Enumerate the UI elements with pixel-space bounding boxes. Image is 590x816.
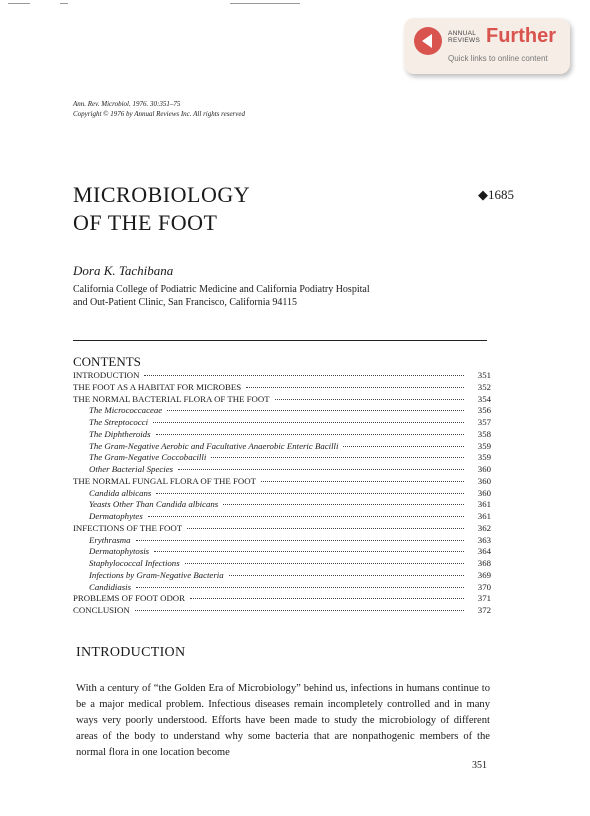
toc-entry[interactable] bbox=[73, 558, 491, 570]
toc-entry-page: 357 bbox=[477, 417, 491, 427]
introduction-heading: INTRODUCTION bbox=[76, 645, 186, 660]
toc-entry-page: 354 bbox=[477, 393, 491, 404]
toc-entry-page: 361 bbox=[477, 499, 491, 510]
toc-leader-dots bbox=[156, 434, 465, 435]
toc-entry[interactable] bbox=[73, 499, 491, 511]
toc-entry-page: 358 bbox=[477, 428, 491, 439]
toc-entry-label: THE NORMAL BACTERIAL FLORA OF THE FOOT bbox=[73, 393, 270, 404]
toc-entry[interactable] bbox=[73, 535, 491, 547]
toc-leader-dots bbox=[223, 504, 464, 505]
toc-entry[interactable] bbox=[73, 593, 491, 605]
toc-entry-label: The Micrococcaceae bbox=[89, 405, 163, 416]
toc-entry-label: PROBLEMS OF FOOT ODOR bbox=[73, 593, 186, 604]
toc-entry[interactable] bbox=[73, 523, 491, 535]
toc-entry-page: 360 bbox=[477, 475, 491, 486]
article-number: ◆1685 bbox=[478, 187, 514, 202]
toc-entry[interactable] bbox=[73, 582, 491, 594]
journal-citation bbox=[73, 99, 245, 119]
toc-leader-dots bbox=[343, 446, 464, 447]
further-badge[interactable] bbox=[404, 18, 570, 74]
badge-further-label: Further bbox=[486, 25, 556, 47]
toc-entry-label: Yeasts Other Than Candida albicans bbox=[89, 499, 219, 510]
citation-line: Ann. Rev. Microbiol. 1976. 30:351–75 bbox=[73, 100, 181, 108]
article-title bbox=[73, 181, 250, 237]
toc-entry-label: Infections by Gram-Negative Bacteria bbox=[89, 569, 224, 580]
toc-leader-dots bbox=[144, 375, 464, 376]
toc-entry-label: INFECTIONS OF THE FOOT bbox=[73, 522, 183, 533]
toc-entry-label: Dermatophytes bbox=[89, 511, 143, 521]
toc-entry-page: 361 bbox=[477, 511, 491, 521]
scan-mark bbox=[60, 3, 68, 4]
toc-entry[interactable] bbox=[73, 452, 491, 464]
copyright-line: Copyright © 1976 by Annual Reviews Inc. All rights reserved bbox=[73, 110, 245, 118]
author-affiliation bbox=[73, 283, 370, 309]
toc-entry[interactable] bbox=[73, 476, 491, 488]
toc-entry-label: Candida albicans bbox=[89, 487, 152, 498]
toc-entry[interactable] bbox=[73, 441, 491, 453]
arrow-left-icon bbox=[414, 27, 442, 55]
toc-entry[interactable] bbox=[73, 405, 491, 417]
toc-entry-label: Staphylococcal Infections bbox=[89, 558, 180, 568]
toc-leader-dots bbox=[148, 516, 464, 517]
toc-entry[interactable] bbox=[73, 570, 491, 582]
contents-heading: CONTENTS bbox=[73, 354, 141, 369]
page-number: 351 bbox=[472, 760, 487, 771]
toc-leader-dots bbox=[187, 528, 464, 529]
toc-entry-page: 360 bbox=[477, 487, 491, 498]
toc-entry[interactable] bbox=[73, 488, 491, 500]
section-divider bbox=[73, 340, 487, 341]
affiliation-line: California College of Podiatric Medicine and California Podiatry Hospital bbox=[73, 284, 370, 295]
table-of-contents bbox=[73, 370, 491, 617]
toc-entry-page: 352 bbox=[477, 381, 491, 392]
scan-mark bbox=[230, 3, 300, 4]
toc-entry-page: 364 bbox=[477, 546, 491, 557]
toc-leader-dots bbox=[185, 563, 464, 564]
toc-entry-label: Dermatophytosis bbox=[89, 546, 150, 557]
toc-leader-dots bbox=[178, 469, 464, 470]
toc-leader-dots bbox=[167, 410, 464, 411]
toc-entry-page: 363 bbox=[477, 534, 491, 545]
toc-entry-page: 362 bbox=[477, 522, 491, 533]
toc-entry-label: The Streptococci bbox=[89, 417, 149, 427]
toc-entry[interactable] bbox=[73, 370, 491, 382]
toc-leader-dots bbox=[275, 399, 464, 400]
badge-subtitle: Quick links to online content bbox=[448, 54, 548, 63]
scan-mark bbox=[8, 3, 30, 4]
toc-entry-page: 351 bbox=[477, 370, 491, 380]
toc-leader-dots bbox=[211, 457, 464, 458]
toc-entry-page: 368 bbox=[477, 558, 491, 568]
toc-entry-page: 372 bbox=[477, 605, 491, 615]
toc-entry[interactable] bbox=[73, 429, 491, 441]
toc-entry[interactable] bbox=[73, 417, 491, 429]
toc-entry-page: 370 bbox=[477, 581, 491, 592]
toc-leader-dots bbox=[136, 587, 464, 588]
toc-entry-label: Candidiasis bbox=[89, 581, 132, 592]
toc-leader-dots bbox=[135, 610, 464, 611]
toc-entry-page: 360 bbox=[477, 464, 491, 474]
toc-leader-dots bbox=[156, 493, 464, 494]
toc-leader-dots bbox=[229, 575, 464, 576]
toc-entry-label: INTRODUCTION bbox=[73, 370, 140, 380]
introduction-paragraph: With a century of “the Golden Era of Microbiology” behind us, infections in humans continue to be a major medical problem. Infectious diseases remain incompletely controlled and in many ways very poorly understood. Efforts have been made to study the microbiology of different areas of the body to understand why some bacteria that are nonpathogenic members of the normal flora in one location become bbox=[76, 683, 490, 758]
toc-entry[interactable] bbox=[73, 464, 491, 476]
author-name: Dora K. Tachibana bbox=[73, 263, 174, 278]
toc-leader-dots bbox=[136, 540, 464, 541]
toc-entry-label: Erythrasma bbox=[89, 534, 131, 545]
toc-leader-dots bbox=[246, 387, 464, 388]
toc-entry[interactable] bbox=[73, 382, 491, 394]
toc-entry-label: CONCLUSION bbox=[73, 605, 130, 615]
toc-entry-label: THE FOOT AS A HABITAT FOR MICROBES bbox=[73, 381, 242, 392]
toc-leader-dots bbox=[153, 422, 464, 423]
toc-entry[interactable] bbox=[73, 511, 491, 523]
toc-entry[interactable] bbox=[73, 546, 491, 558]
title-line: OF THE FOOT bbox=[73, 210, 218, 235]
toc-entry-page: 369 bbox=[477, 569, 491, 580]
title-line: MICROBIOLOGY bbox=[73, 182, 251, 207]
toc-entry-page: 359 bbox=[477, 440, 491, 451]
toc-entry-label: The Gram-Negative Coccobacilli bbox=[89, 452, 207, 463]
toc-entry-label: THE NORMAL FUNGAL FLORA OF THE FOOT bbox=[73, 475, 256, 486]
toc-leader-dots bbox=[154, 551, 464, 552]
toc-entry-label: The Gram-Negative Aerobic and Facultative Anaerobic Enteric Bacilli bbox=[89, 440, 339, 451]
badge-publisher: ANNUAL REVIEWS bbox=[448, 30, 481, 44]
toc-entry-page: 371 bbox=[477, 593, 491, 604]
toc-entry-page: 359 bbox=[477, 452, 491, 463]
toc-entry-page: 356 bbox=[477, 405, 491, 416]
toc-entry-label: Other Bacterial Species bbox=[89, 464, 174, 474]
toc-entry-label: The Diphtheroids bbox=[89, 428, 151, 439]
toc-entry[interactable] bbox=[73, 394, 491, 406]
toc-entry[interactable] bbox=[73, 605, 491, 617]
toc-leader-dots bbox=[190, 598, 464, 599]
toc-leader-dots bbox=[261, 481, 464, 482]
affiliation-line: and Out-Patient Clinic, San Francisco, California 94115 bbox=[73, 297, 298, 308]
